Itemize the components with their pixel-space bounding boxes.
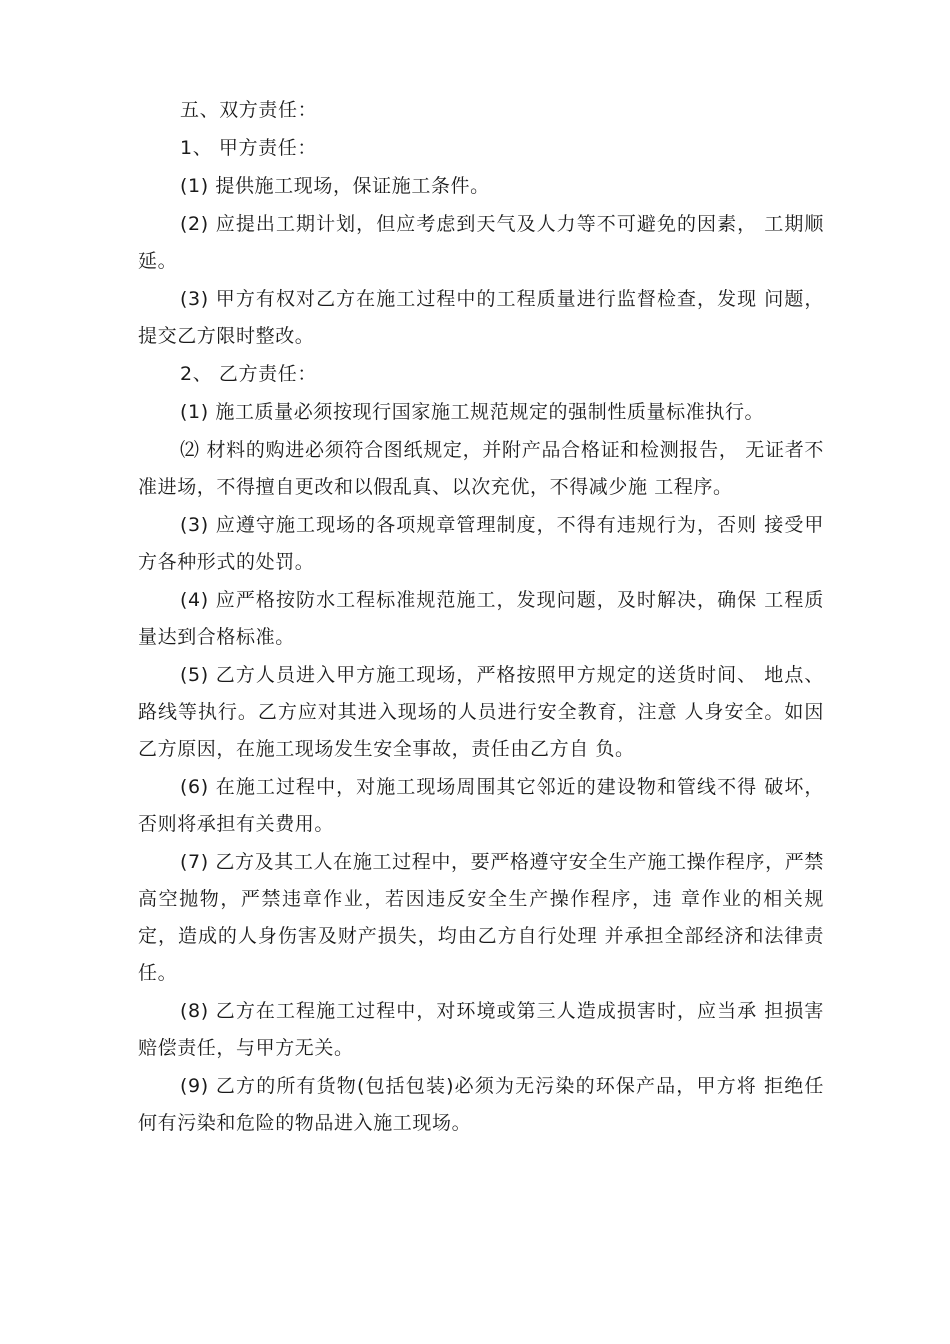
paragraph-b5: (5) 乙方人员进入甲方施工现场，严格按照甲方规定的送货时间、 地点、路线等执行。乙方应对其进入现场的人员进行安全教育，注意 人身安全。如因乙方原因，在施工现场发生安全事故，责任由乙方自 负。	[138, 664, 824, 760]
paragraph-b3: (3) 应遵守施工现场的各项规章管理制度，不得有违规行为，否则 接受甲方各种形式的处罚。	[138, 514, 824, 573]
paragraph-a3: (3) 甲方有权对乙方在施工过程中的工程质量进行监督检查，发现 问题，提交乙方限时整改。	[138, 288, 824, 347]
paragraph-b4: (4) 应严格按防水工程标准规范施工，发现问题，及时解决，确保 工程质量达到合格标准。	[138, 589, 824, 648]
paragraph-a2: (2) 应提出工期计划，但应考虑到天气及人力等不可避免的因素， 工期顺延。	[138, 213, 824, 272]
section-heading: 五、双方责任：	[180, 99, 318, 121]
paragraph-b8: (8) 乙方在工程施工过程中，对环境或第三人造成损害时，应当承 担损害赔偿责任，与甲方无关。	[138, 1000, 824, 1059]
paragraph-b2: ⑵ 材料的购进必须符合图纸规定，并附产品合格证和检测报告， 无证者不准进场，不得擅自更改和以假乱真、以次充优，不得减少施 工程序。	[138, 439, 824, 498]
paragraph-b7: (7) 乙方及其工人在施工过程中，要严格遵守安全生产施工操作程序，严禁高空抛物，严禁违章作业，若因违反安全生产操作程序，违 章作业的相关规定，造成的人身伤害及财产损失，均由乙方自行处理 并承担全部经济和法律责任。	[138, 851, 824, 984]
subsection-heading-party-b: 2、 乙方责任：	[180, 363, 317, 385]
subsection-heading-party-a: 1、 甲方责任：	[180, 137, 317, 159]
document-page	[138, 92, 824, 1143]
paragraph-b1: (1) 施工质量必须按现行国家施工规范规定的强制性质量标准执行。	[180, 401, 765, 423]
paragraph-b6: (6) 在施工过程中，对施工现场周围其它邻近的建设物和管线不得 破坏，否则将承担有关费用。	[138, 776, 824, 835]
paragraph-b9: (9) 乙方的所有货物(包括包装)必须为无污染的环保产品，甲方将 拒绝任何有污染和危险的物品进入施工现场。	[138, 1075, 824, 1134]
paragraph-a1: (1) 提供施工现场，保证施工条件。	[180, 175, 490, 197]
